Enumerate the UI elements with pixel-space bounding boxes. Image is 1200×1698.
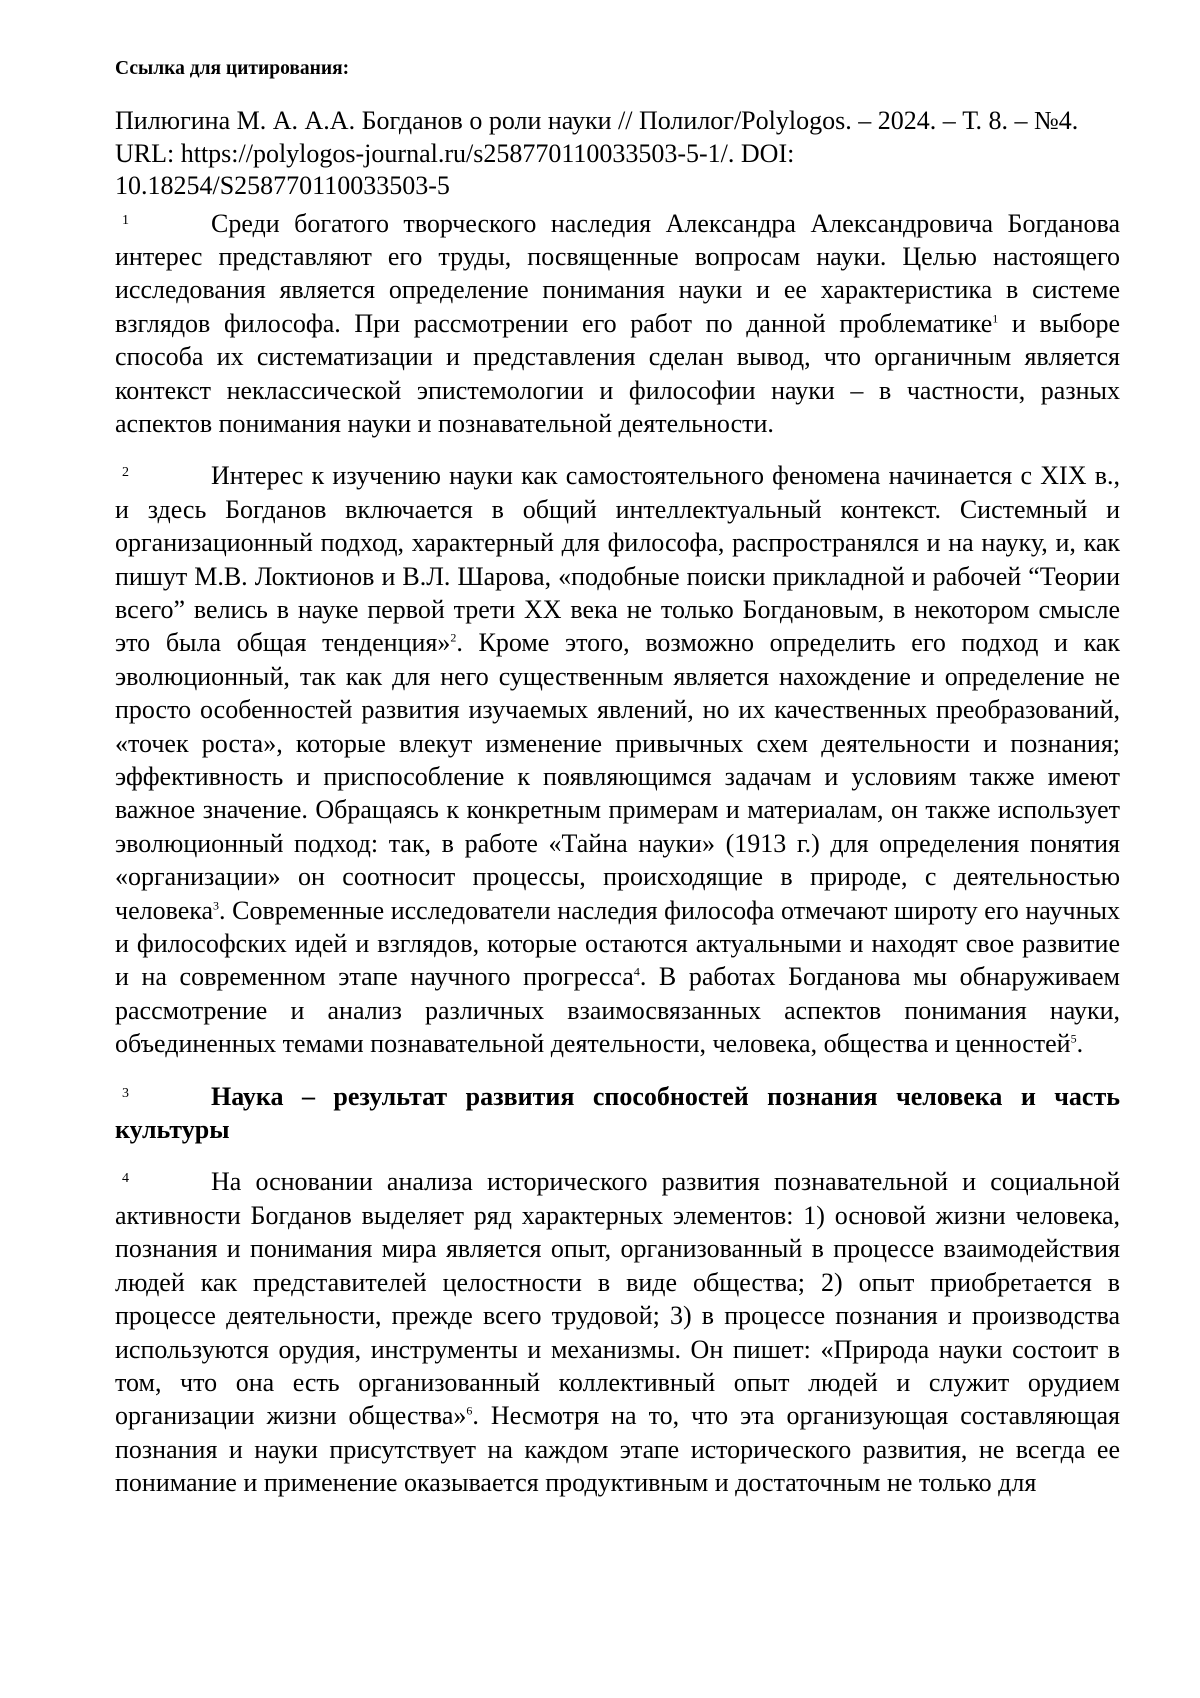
footnote-ref[interactable]: 5 <box>1070 1031 1077 1046</box>
paragraph-text: . Современные исследователи наследия философа отмечают широту его научных и философских идей и взглядов, которые остаются актуальными и находят свое развитие и на современном этапе научного прогресса <box>115 895 1120 992</box>
paragraph-number: 2 <box>122 465 129 481</box>
paragraph-2 <box>115 459 1120 1060</box>
section-heading <box>115 1080 1120 1147</box>
footnote-ref[interactable]: 3 <box>213 897 220 912</box>
paragraph-text: . <box>1076 1029 1084 1059</box>
paragraph-4 <box>115 1165 1120 1499</box>
paragraph-number: 4 <box>122 1171 129 1187</box>
paragraph-text: . Кроме этого, возможно определить его подход и как эволюционный, так как для него существенным является нахождение и определение не просто особенностей развития изучаемых явлений, но их качественных преобразований, «точек роста», которые влекут изменение привычных схем деятельности и познания; эффективность и приспособление к появляющимся задачам и условиям также имеют важное значение. Обращаясь к конкретным примерам и материалам, он также использует эволюционный подход: так, в работе «Тайна науки» (1913 г.) для определения понятия «организации» он соотносит процессы, происходящие в природе, с деятельностью человека <box>115 628 1120 925</box>
paragraph-1 <box>115 207 1120 441</box>
document-page <box>115 57 1120 1500</box>
citation-heading: Ссылка для цитирования: <box>115 58 350 79</box>
paragraph-text: . В работах Богданова мы обнаруживаем рассмотрение и анализ различных взаимосвязанных аспектов понимания науки, объединенных темами познавательной деятельности, человека, общества и ценностей <box>115 962 1120 1059</box>
footnote-ref[interactable]: 6 <box>466 1403 473 1418</box>
paragraph-text: . Несмотря на то, что эта организующая составляющая познания и науки присутствует на каждом этапе исторического развития, не всегда ее понимание и применение оказывается продуктивным и достаточным не только для <box>115 1401 1120 1498</box>
paragraph-text: На основании анализа исторического развития познавательной и социальной активности Богданов выделяет ряд характерных элементов: 1) основой жизни человека, познания и понимания мира является опыт, организованный в процессе взаимодействия людей как представителей целостности в виде общества; 2) опыт приобретается в процессе деятельности, прежде всего трудовой; 3) в процессе познания и производства используются орудия, инструменты и механизмы. Он пишет: «Природа науки состоит в том, что она есть организованный коллективный опыт людей и служит орудием организации жизни общества» <box>115 1167 1120 1431</box>
paragraph-number: 1 <box>122 212 129 228</box>
footnote-ref[interactable]: 4 <box>633 964 640 979</box>
paragraph-number: 3 <box>122 1085 129 1101</box>
citation-text: Пилюгина М. А. А.А. Богданов о роли науки // Полилог/Polylogos. – 2024. – Т. 8. – №4. URL: https://polylogos-journal.ru/s258770110033503-5-1/. DOI: 10.18254/S258770110033503-5 <box>115 106 1079 200</box>
paragraph-text: Среди богатого творческого наследия Александра Александровича Богданова интерес представляют его труды, посвященные вопросам науки. Целью настоящего исследования является определение понимания науки и ее характеристика в системе взглядов философа. При рассмотрении его работ по данной проблематике <box>115 208 1120 338</box>
section-heading-text: Наука – результат развития способностей познания человека и часть культуры <box>115 1081 1120 1145</box>
footnote-ref[interactable]: 2 <box>450 630 457 645</box>
footnote-ref[interactable]: 1 <box>992 311 999 326</box>
paragraph-text: и выборе способа их систематизации и представления сделан вывод, что органичным является контекст неклассической эпистемологии и философии науки – в частности, разных аспектов понимания науки и познавательной деятельности. <box>115 308 1120 438</box>
paragraph-text: Интерес к изучению науки как самостоятельного феномена начинается с XIX в., и здесь Богданов включается в общий интеллектуальный контекст. Системный и организационный подход, характерный для философа, распространялся и на науку, и, как пишут М.В. Локтионов и В.Л. Шарова, «подобные поиски прикладной и рабочей “Теории всего” велись в науке первой трети XX века не только Богдановым, в некотором смысле это была общая тенденция» <box>115 461 1120 658</box>
